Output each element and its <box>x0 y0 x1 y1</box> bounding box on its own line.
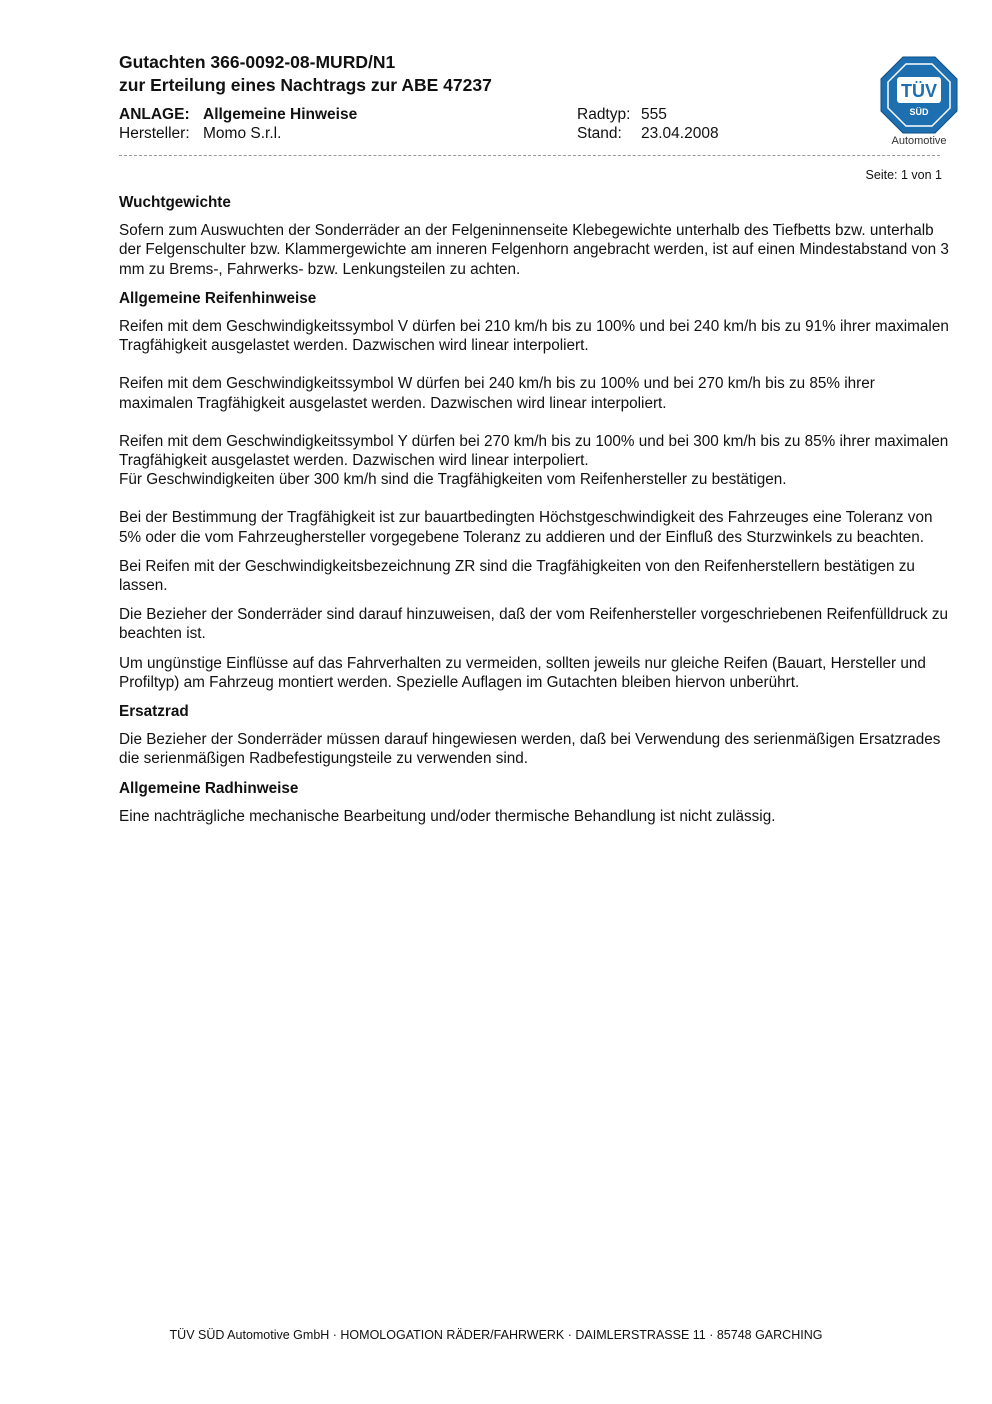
paragraph: Die Bezieher der Sonderräder sind darauf hinzuweisen, daß der vom Reifenhersteller vorgeschriebenen Reifenfülldruck zu beachten ist. <box>119 606 949 643</box>
header-divider <box>119 155 940 156</box>
section-heading-radhinweise: Allgemeine Radhinweise <box>119 779 299 797</box>
tuv-logo-wordmark: TÜV <box>901 81 937 101</box>
hersteller-value: Momo S.r.l. <box>203 125 282 142</box>
paragraph: Reifen mit dem Geschwindigkeitssymbol Y dürfen bei 270 km/h bis zu 100% und bei 300 km/h bis zu 85% ihrer maximalen Tragfähigkeit ausgelastet werden. Dazwischen wird linear interpoliert. <box>119 432 949 470</box>
radtyp-value: 555 <box>641 106 667 123</box>
paragraph: Reifen mit dem Geschwindigkeitssymbol W dürfen bei 240 km/h bis zu 100% und bei 270 km/h bis zu 85% ihrer maximalen Tragfähigkeit ausgelastet werden. Dazwischen wird linear interpoliert. <box>119 375 875 412</box>
section-heading-reifenhinweise: Allgemeine Reifenhinweise <box>119 289 317 307</box>
hersteller-label: Hersteller: <box>119 125 190 142</box>
paragraph: Eine nachträgliche mechanische Bearbeitung und/oder thermische Behandlung ist nicht zulässig. <box>119 807 776 825</box>
page-number: Seite: 1 von 1 <box>865 168 942 182</box>
anlage-label: ANLAGE: <box>119 106 190 123</box>
paragraph: Um ungünstige Einflüsse auf das Fahrverhalten zu vermeiden, sollten jeweils nur gleiche Reifen (Bauart, Hersteller und Profiltyp) am Fahrzeug montiert werden. Spezielle Auflagen im Gutachten bleiben hiervon unberührt. <box>119 654 926 691</box>
hersteller-row <box>119 124 281 143</box>
radtyp-label: Radtyp: <box>577 106 631 123</box>
section-heading-ersatzrad: Ersatzrad <box>119 703 189 721</box>
tuv-sud-logo <box>879 55 959 147</box>
paragraph: Sofern zum Auswuchten der Sonderräder an der Felgeninnenseite Klebegewichte unterhalb des Tiefbetts bzw. unterhalb der Felgenschulter bzw. Klammergewichte am inneren Felgenhorn angebracht werden, ist auf einen Mindestabstand von 3 mm zu Brems-, Fahrwerks- bzw. Lenkungsteilen zu achten. <box>119 222 949 278</box>
stand-row <box>577 124 719 143</box>
stand-label: Stand: <box>577 125 622 142</box>
anlage-value: Allgemeine Hinweise <box>203 106 358 123</box>
document-body <box>119 193 949 836</box>
document-subtitle: zur Erteilung eines Nachtrags zur ABE 47237 <box>119 75 492 95</box>
paragraph: Bei der Bestimmung der Tragfähigkeit ist zur bauartbedingten Höchstgeschwindigkeit des Fahrzeuges eine Toleranz von 5% oder die vom Fahrzeughersteller vorgegebene Toleranz zu addieren und der Einfluß des Sturzwinkels zu beachten. <box>119 509 933 546</box>
document-title: Gutachten 366-0092-08-MURD/N1 <box>119 52 396 72</box>
paragraph: Für Geschwindigkeiten über 300 km/h sind die Tragfähigkeiten vom Reifenhersteller zu bestätigen. <box>119 471 787 489</box>
radtyp-row <box>577 105 667 124</box>
logo-subtitle: Automotive <box>891 135 947 147</box>
page-footer: TÜV SÜD Automotive GmbH · HOMOLOGATION RÄDER/FAHRWERK · DAIMLERSTRASSE 11 · 85748 GARCHING <box>169 1328 823 1342</box>
section-heading-wuchtgewichte: Wuchtgewichte <box>119 194 231 211</box>
paragraph: Bei Reifen mit der Geschwindigkeitsbezeichnung ZR sind die Tragfähigkeiten von den Reifenherstellern bestätigen zu lassen. <box>119 557 915 595</box>
paragraph: Die Bezieher der Sonderräder müssen darauf hingewiesen werden, daß bei Verwendung des serienmäßigen Ersatzrades die serienmäßigen Radbefestigungsteile zu verwenden sind. <box>119 731 941 768</box>
stand-value: 23.04.2008 <box>641 125 719 142</box>
tuv-logo-sud: SÜD <box>909 107 929 117</box>
anlage-row <box>119 105 357 124</box>
paragraph: Reifen mit dem Geschwindigkeitssymbol V dürfen bei 210 km/h bis zu 100% und bei 240 km/h bis zu 91% ihrer maximalen Tragfähigkeit ausgelastet werden. Dazwischen wird linear interpoliert. <box>119 318 949 355</box>
